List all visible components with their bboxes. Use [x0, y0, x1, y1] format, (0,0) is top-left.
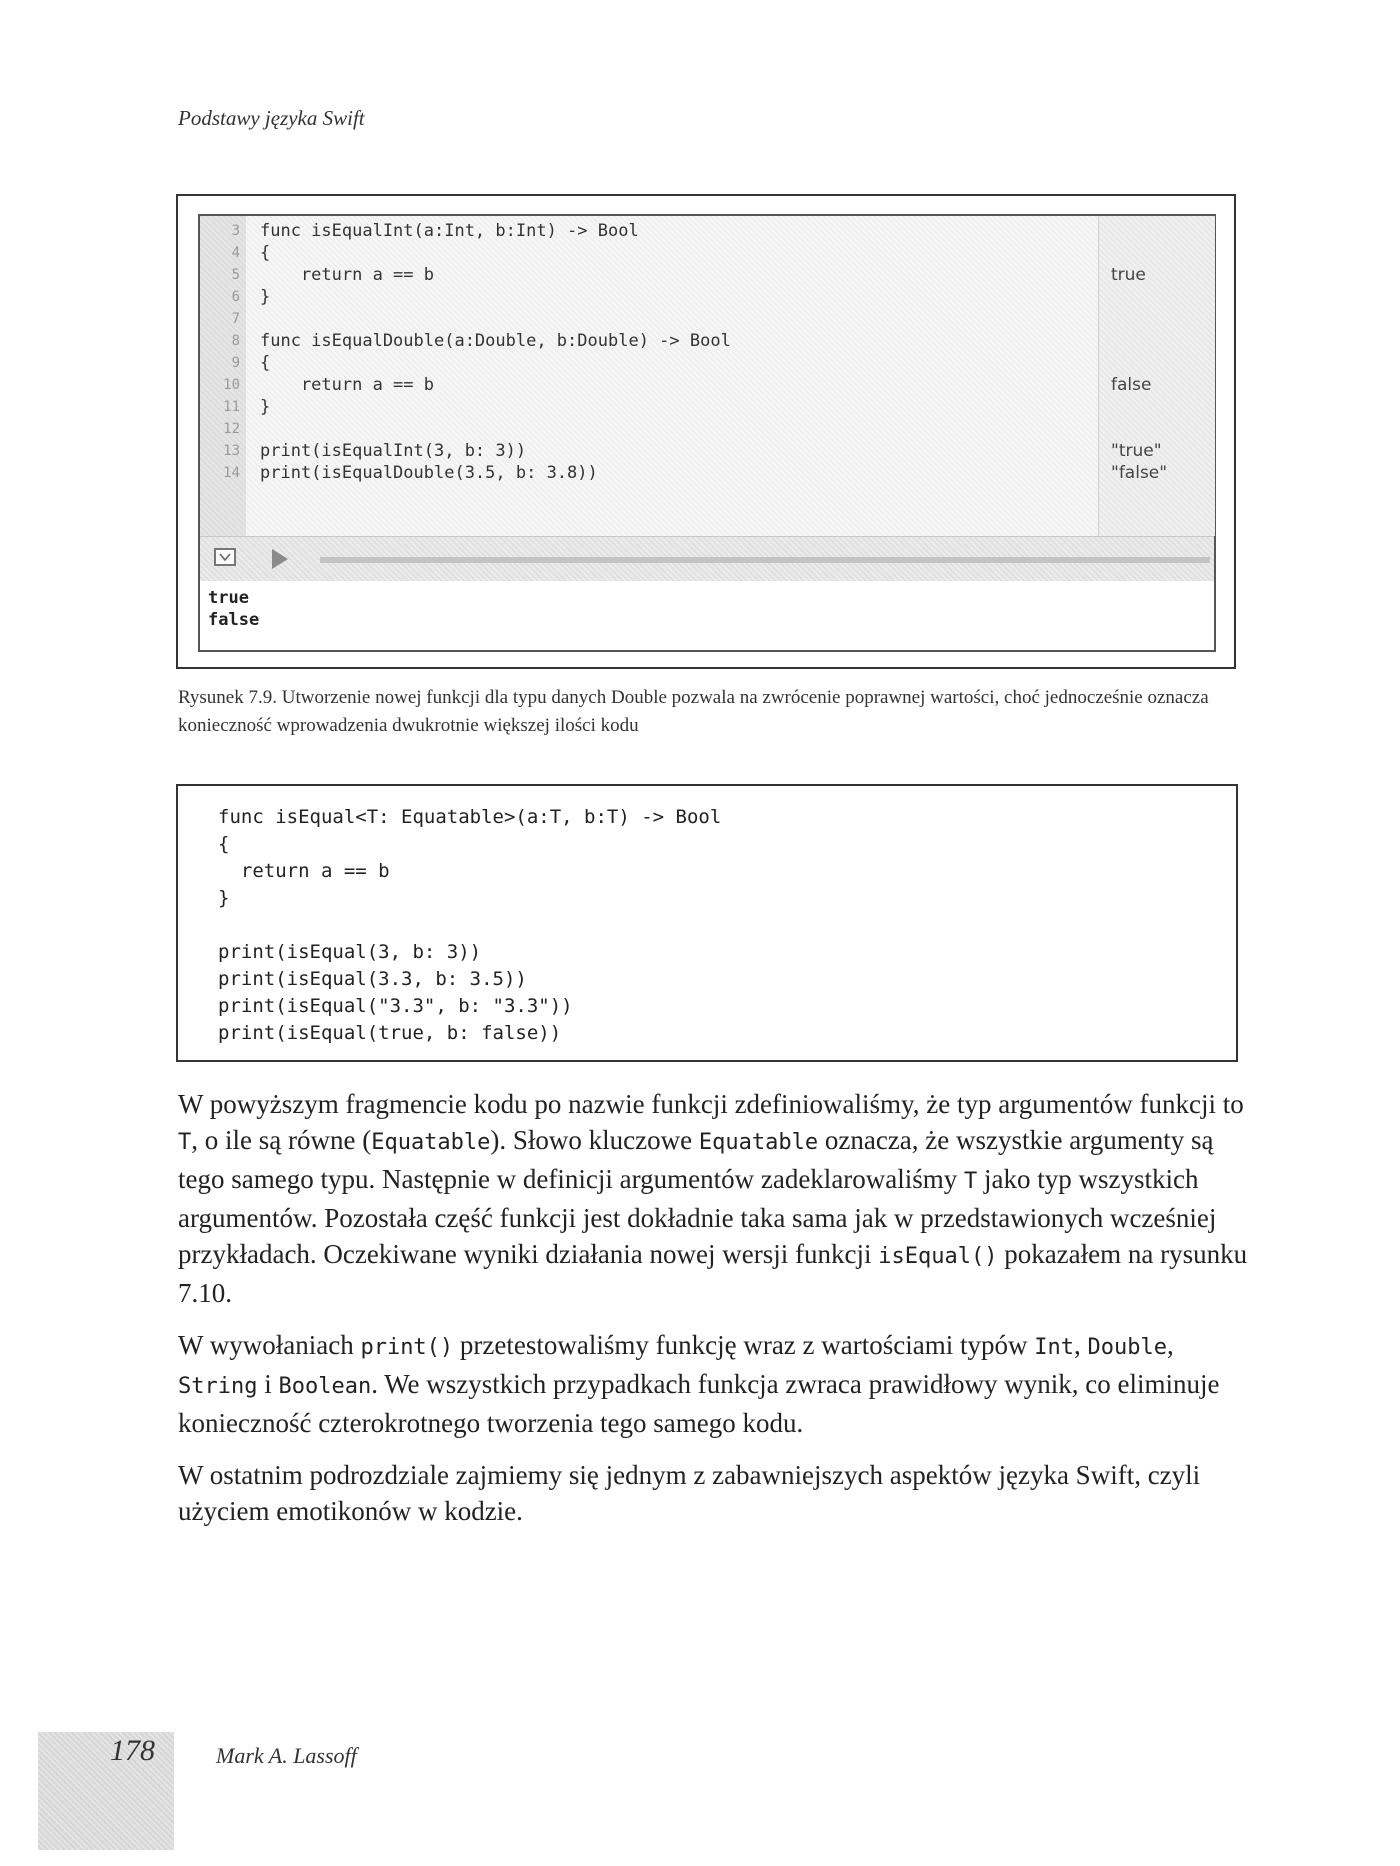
line-number: 7 — [231, 311, 240, 327]
code-term: Double — [1087, 1335, 1167, 1360]
code-term: Boolean — [278, 1374, 372, 1399]
page-number: 178 — [110, 1734, 155, 1767]
text-run: W powyższym fragmencie kodu po nazwie funkcji zdefiniowaliśmy, że typ argumentów funkcji to — [178, 1089, 1244, 1119]
line-number: 9 — [231, 355, 240, 371]
code-term: print() — [360, 1335, 454, 1360]
line-code: print(isEqualInt(3, b: 3)) — [260, 441, 527, 461]
play-icon[interactable] — [272, 549, 288, 569]
listing-line: print(isEqual(true, b: false)) — [218, 1022, 562, 1044]
line-code: } — [260, 287, 271, 307]
console-line: true — [208, 588, 249, 608]
result-value: "false" — [1111, 463, 1168, 483]
line-number: 10 — [223, 377, 240, 393]
result-value: "true" — [1111, 441, 1162, 461]
text-run: , o ile są równe ( — [191, 1125, 372, 1155]
line-number: 13 — [223, 443, 240, 459]
result-value: true — [1111, 265, 1146, 285]
line-code: { — [260, 243, 271, 263]
line-code: func isEqualInt(a:Int, b:Int) -> Bool — [260, 221, 639, 241]
text-run: przetestowaliśmy funkcję wraz z wartościami typów — [453, 1330, 1035, 1360]
footer-author: Mark A. Lassoff — [216, 1743, 357, 1768]
line-code: { — [260, 353, 271, 373]
line-number: 11 — [223, 399, 240, 415]
toggle-debug-area-button[interactable] — [214, 548, 236, 566]
text-run: oznacza, że wszystkie argumenty są tego samego typu. Następnie w definicji argumentów zadeklarowaliśmy — [178, 1125, 1214, 1194]
code-term: String — [178, 1374, 258, 1399]
listing-line: } — [218, 887, 230, 909]
line-number: 5 — [231, 267, 240, 283]
text-run: ). Słowo kluczowe — [490, 1125, 699, 1155]
paragraph — [178, 1086, 1248, 1311]
results-sidebar — [1098, 216, 1215, 536]
line-number: 3 — [231, 223, 240, 239]
text-run: i — [257, 1369, 279, 1399]
code-term: T — [178, 1130, 192, 1155]
line-number: 14 — [223, 465, 240, 481]
code-term: isEqual() — [878, 1244, 998, 1269]
figure-playground-screenshot — [176, 194, 1236, 669]
listing-line: func isEqual<T: Equatable>(a:T, b:T) -> Bool — [218, 806, 722, 828]
text-run: jako typ wszystkich argumentów. Pozostała część funkcji jest dokładnie taka sama jak w przedstawionych wcześniej przykładach. Oczekiwane wyniki działania nowej wersji funkcji — [178, 1164, 1217, 1269]
debug-toolbar — [200, 536, 1214, 582]
result-value: false — [1111, 375, 1152, 395]
paragraph: W ostatnim podrozdziale zajmiemy się jednym z zabawniejszych aspektów języka Swift, czyli użyciem emotikonów w kodzie. — [178, 1460, 1201, 1526]
text-run: . We wszystkich przypadkach funkcja zwraca prawidłowy wynik, co eliminuje konieczność czterokrotnego tworzenia tego samego kodu. — [178, 1369, 1220, 1438]
text-run: pokazałem na rysunku 7.10. — [178, 1239, 1248, 1308]
code-listing — [176, 784, 1238, 1062]
text-run: , — [1073, 1330, 1088, 1360]
listing-line: print(isEqual(3, b: 3)) — [218, 941, 482, 963]
listing-line: print(isEqual("3.3", b: "3.3")) — [218, 995, 573, 1017]
line-code: return a == b — [260, 265, 434, 285]
code-term: T — [964, 1169, 978, 1194]
line-code: } — [260, 397, 271, 417]
body-text — [178, 1086, 1248, 1545]
figure-caption: Rysunek 7.9. Utworzenie nowej funkcji dla typu danych Double pozwala na zwrócenie poprawnej wartości, choć jednocześnie oznacza konieczność wprowadzenia dwukrotnie większej ilości kodu — [178, 687, 1209, 736]
line-number: 4 — [231, 245, 240, 261]
line-number: 6 — [231, 289, 240, 305]
code-editor[interactable] — [200, 216, 1214, 536]
line-number: 12 — [223, 421, 240, 437]
playground-window — [198, 214, 1216, 652]
code-term: Equatable — [371, 1130, 491, 1155]
code-term: Equatable — [698, 1130, 819, 1155]
line-code: return a == b — [260, 375, 434, 395]
listing-line: return a == b — [218, 860, 390, 882]
line-code: func isEqualDouble(a:Double, b:Double) -> Bool — [260, 331, 731, 351]
console-output — [200, 581, 1214, 650]
chevron-down-icon — [216, 550, 234, 564]
paragraph — [178, 1327, 1248, 1441]
line-number: 8 — [231, 333, 240, 349]
text-run: W wywołaniach — [178, 1330, 361, 1360]
code-term: Int — [1034, 1335, 1074, 1360]
listing-line: { — [218, 833, 230, 855]
listing-line: print(isEqual(3.3, b: 3.5)) — [218, 968, 527, 990]
execution-progress-bar — [320, 557, 1210, 563]
line-code: print(isEqualDouble(3.5, b: 3.8)) — [260, 463, 598, 483]
text-run: , — [1166, 1330, 1174, 1360]
console-line: false — [208, 610, 260, 630]
running-header: Podstawy języka Swift — [178, 106, 365, 130]
